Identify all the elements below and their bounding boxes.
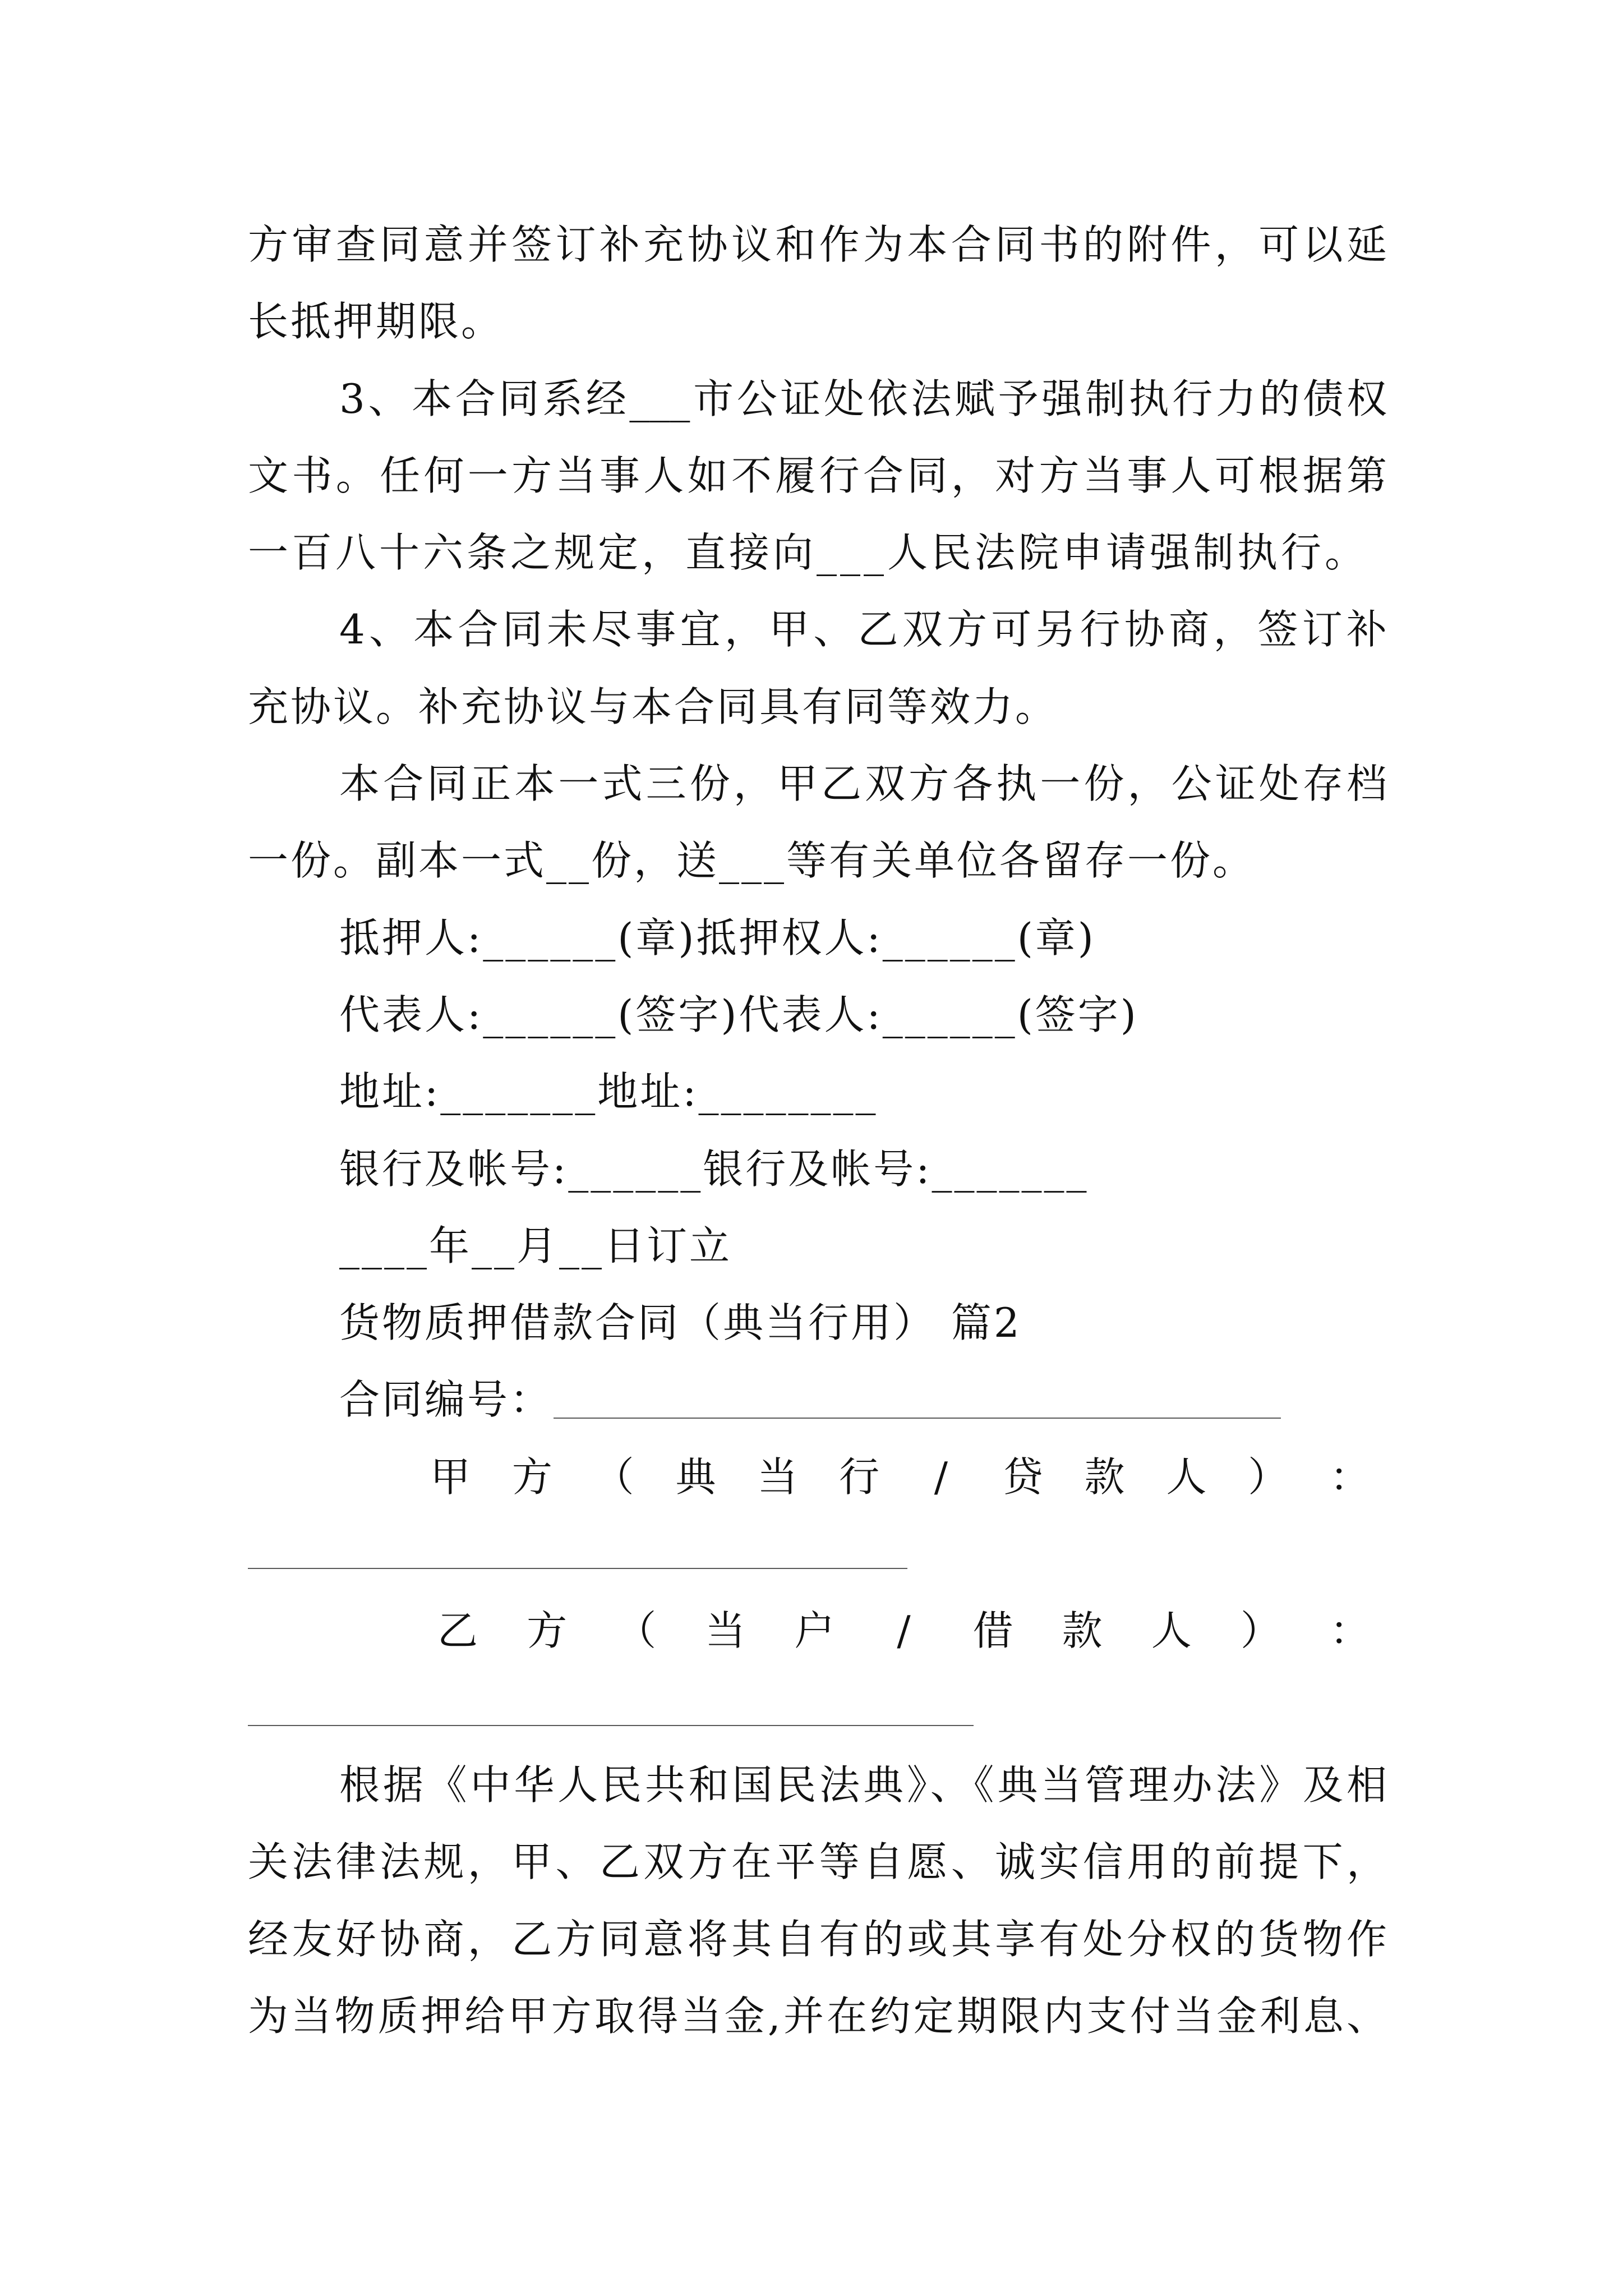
label-char: 款 [1062,1607,1103,1655]
party-b-blank-row [248,1670,1387,1747]
label-char: 款 [1084,1453,1125,1501]
party-a-label [430,1439,1370,1516]
party-b-row [248,1593,1387,1669]
label-char: ： [1329,1453,1370,1501]
signature-representative-line: 代表人:______(签字)代表人:______(签字) [339,991,1138,1038]
preamble-line-1: 根据《中华人民共和国民法典》、《典当管理办法》及相 [339,1761,1387,1809]
clause-3-line-2: 文书。任何一方当事人如不履行合同，对方当事人可根据第 [248,452,1387,499]
label-char: 行 [839,1453,880,1501]
clause-4-line-1: 4、本合同未尽事宜，甲、乙双方可另行协商，签订补 [339,606,1387,654]
clause-3-line-3: 一百八十六条之规定，直接向___人民法院申请强制执行。 [248,529,1369,577]
label-char: 甲 [430,1453,471,1501]
label-char: ） [1240,1607,1281,1655]
party-a-blank-underline [248,1568,907,1569]
label-char: 当 [757,1453,798,1501]
label-char: ） [1248,1453,1289,1501]
label-char: （ [593,1453,634,1501]
preamble-line-3: 经友好协商，乙方同意将其自有的或其享有处分权的货物作 [248,1915,1387,1963]
contract-2-title: 货物质押借款合同（典当行用） 篇2 [339,1299,1022,1347]
label-char: 人 [1151,1607,1192,1655]
document-page [248,206,1387,2055]
label-char: （ [616,1607,657,1655]
party-b-label [437,1593,1370,1669]
signature-mortgagor-line: 抵押人:______(章)抵押权人:______(章) [339,914,1096,961]
label-char: 户 [794,1607,835,1655]
signature-date-line: ____年__月__日订立 [339,1222,732,1269]
label-char: 借 [972,1607,1013,1655]
label-char: / [897,1607,911,1655]
signature-bank-line: 银行及帐号:______银行及帐号:_______ [339,1145,1089,1193]
party-a-row [248,1439,1387,1516]
preamble-line-2: 关法律法规，甲、乙双方在平等自愿、诚实信用的前提下， [248,1838,1387,1886]
party-b-blank-underline [248,1725,974,1726]
clause-2-end-line-2: 长抵押期限。 [248,298,504,346]
copies-line-2: 一份。副本一式__份，送___等有关单位各留存一份。 [248,837,1256,885]
clause-4-line-2: 充协议。补充协议与本合同具有同等效力。 [248,683,1058,730]
signature-address-line: 地址:_______地址:________ [339,1068,878,1116]
label-char: 方 [511,1453,552,1501]
clause-2-end-line-1: 方审查同意并签订补充协议和作为本合同书的附件，可以延 [248,221,1387,268]
contract-number-blank-underline [554,1418,1281,1419]
contract-number-label: 合同编号： [339,1376,553,1424]
label-char: 方 [527,1607,568,1655]
label-char: 人 [1166,1453,1207,1501]
preamble-line-4: 为当物质押给甲方取得当金,并在约定期限内支付当金利息、 [248,1992,1387,2040]
label-char: / [934,1453,948,1501]
contract-number-row [248,1361,1387,1438]
label-char: 典 [675,1453,716,1501]
label-char: 当 [705,1607,746,1655]
label-char: 贷 [1002,1453,1043,1501]
label-char: 乙 [437,1607,478,1655]
clause-3-line-1: 3、本合同系经___市公证处依法赋予强制执行力的债权 [339,375,1387,422]
party-a-blank-row [248,1516,1387,1593]
copies-line-1: 本合同正本一式三份，甲乙双方各执一份，公证处存档 [339,760,1387,808]
label-char: ： [1329,1607,1370,1655]
